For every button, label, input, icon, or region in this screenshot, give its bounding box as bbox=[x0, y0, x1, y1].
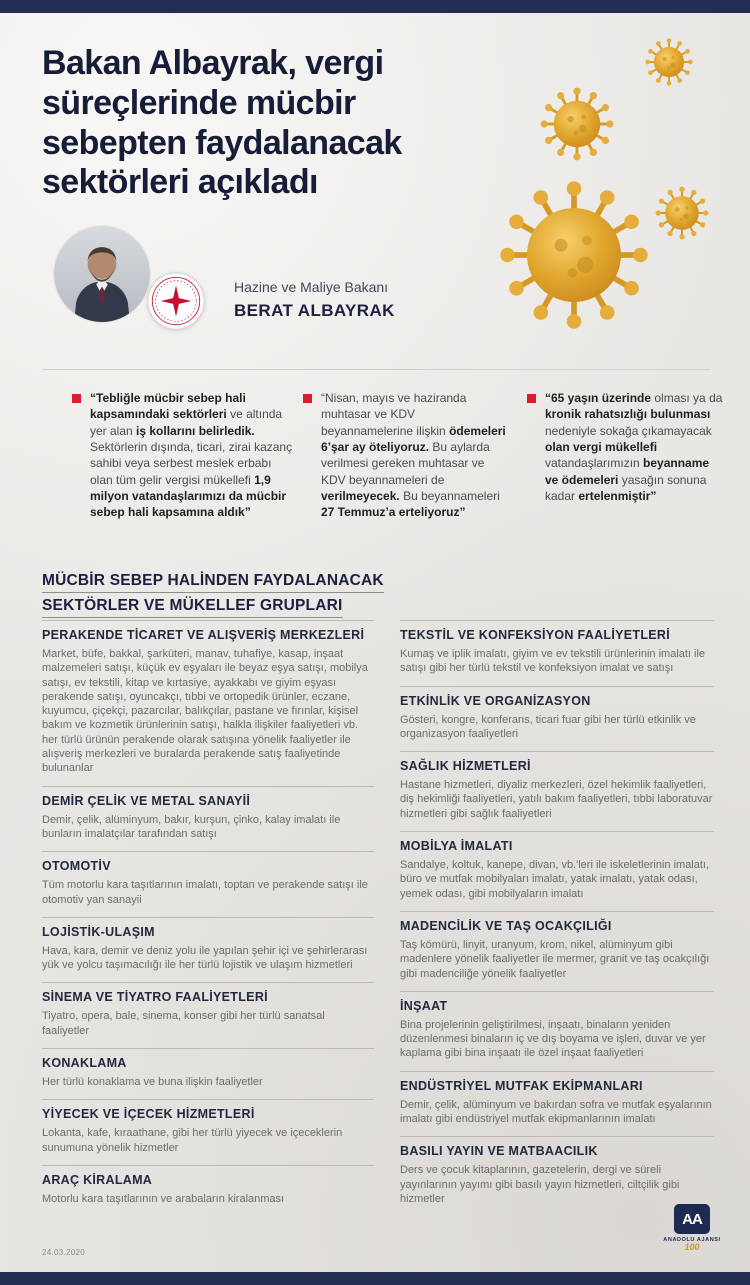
sector-title: LOJİSTİK-ULAŞIM bbox=[42, 924, 155, 939]
sector-body: Her türlü konaklama ve buna ilişkin faaliyetler bbox=[42, 1076, 263, 1089]
sector-title: İNŞAAT bbox=[400, 998, 448, 1013]
sector-body: Hava, kara, demir ve deniz yolu ile yapılan şehir içi ve şehirlerarası yük ve yolcu taşımacılığı ile her türlü lojistik ve ulaşım hizmetleri bbox=[42, 944, 368, 972]
sector-madencilik bbox=[400, 911, 714, 981]
sector-basili-yayin bbox=[400, 1136, 714, 1206]
quote-bullet-icon bbox=[72, 394, 81, 403]
sector-lojistik-ulasim bbox=[42, 917, 374, 973]
aa-logo-icon bbox=[674, 1204, 710, 1234]
sector-body: Hastane hizmetleri, diyaliz merkezleri, özel hekimlik faaliyetleri, diş hekimliği faaliyetleri, yatılı bakım faaliyetleri, tıbbi laboratuvar hizmetleri gibi sağlık faaliyetleri bbox=[400, 779, 713, 820]
sector-body: Market, büfe, bakkal, şarküteri, manav, tuhafiye, kasap, inşaat malzemeleri satışı, küçük ev eşyaları ile beyaz eşya satışı, mobilya satışı, ev tekstili, kitap ve kırtasiye, ayakkabı ve giyim eşyası perakende satışı, oyuncakçı, tıbbi ve ortopedik ürünler, eczane, kuyumcu, çiçekçi, pazarcılar, balıkçılar, pastane ve fırınlar, kişisel bakım ve kozmetik ürünlerinin satışı, halkla ilişkiler faaliyetleri vb. her türlü ürünün perakende olarak satışına yönelik faaliyetler ile alışveriş merkezleri ve buralarda perakende satış faaliyetinde bulunanlar bbox=[42, 648, 368, 775]
sector-body: Kumaş ve iplik imalatı, giyim ve ev tekstili ürünlerinin imalatı ile satışı gibi her türlü tekstil ve konfeksiyon imalat ve satışı bbox=[400, 648, 706, 675]
sector-insaat bbox=[400, 991, 714, 1061]
section-heading-line: MÜCBİR SEBEP HALİNDEN FAYDALANACAK bbox=[42, 572, 384, 593]
sector-title: SAĞLIK HİZMETLERİ bbox=[400, 759, 531, 774]
title-line: süreçlerinde mücbir bbox=[42, 83, 356, 122]
top-bar bbox=[0, 0, 750, 13]
sector-title: ARAÇ KİRALAMA bbox=[42, 1172, 153, 1187]
sector-endustriyel-mutfak bbox=[400, 1071, 714, 1127]
sector-body: Bina projelerinin geliştirilmesi, inşaatı, binaların yeniden düzenlenmesi binaların iç ve dış boyama ve işleri, duvar ve yer kaplama gibi bina inşaatı ile özel inşaat faaliyetleri bbox=[400, 1018, 706, 1060]
sector-body: Ders ve çocuk kitaplarının, gazetelerin, dergi ve süreli yayınlarının yayımı gibi basılı yayın hizmetleri, ciltçilik gibi hizmetler bbox=[400, 1164, 680, 1205]
section-heading-line: SEKTÖRLER VE MÜKELLEF GRUPLARI bbox=[42, 597, 343, 618]
sector-saglik-hizmetleri bbox=[400, 751, 714, 821]
sector-body: Gösteri, kongre, konferans, ticari fuar gibi her türlü etkinlik ve organizasyon faaliyetleri bbox=[400, 713, 696, 740]
sector-title: OTOMOTİV bbox=[42, 859, 111, 874]
sector-demir-celik bbox=[42, 786, 374, 842]
minister-name: BERAT ALBAYRAK bbox=[234, 301, 395, 320]
sector-body: Tüm motorlu kara taşıtlarının imalatı, toptan ve perakende satışı ile otomotiv yan sanayii bbox=[42, 879, 368, 906]
header-divider bbox=[42, 369, 710, 370]
sector-body: Lokanta, kafe, kıraathane, gibi her türlü yiyecek ve içeceklerin sunumuna yönelik hizmetler bbox=[42, 1127, 343, 1154]
sector-body: Tiyatro, opera, bale, sinema, konser gibi her türlü sanatsal faaliyetler bbox=[42, 1010, 325, 1037]
sector-konaklama bbox=[42, 1048, 374, 1089]
quote-text: “Tebliğle mücbir sebep hali kapsamındaki sektörleri ve altında yer alan iş kollarını belirledik. Sektörlerin dışında, ticari, zirai kazanç sahibi veya serbest meslek erbabı olan tüm gelir vergisi mükellefi 1,9 milyon vatandaşlarımızı da mücbir sebep hali kapsamına aldık” bbox=[90, 391, 293, 520]
quote-3 bbox=[527, 390, 725, 504]
sector-otomotiv bbox=[42, 851, 374, 907]
sector-column-right bbox=[400, 620, 714, 1216]
sector-title: KONAKLAMA bbox=[42, 1056, 127, 1071]
sector-sinema-tiyatro bbox=[42, 982, 374, 1038]
publish-date: 24.03.2020 bbox=[42, 1248, 86, 1257]
sector-tekstil-konfeksiyon bbox=[400, 620, 714, 676]
sector-etkinlik-organizasyon bbox=[400, 686, 714, 742]
quote-text: “Nisan, mayıs ve haziranda muhtasar ve KDV beyannamelerine ilişkin ödemeleri 6’şar ay öteliyoruz. Bu aylarda verilmesi gereken muhtasar ve KDV beyannameleri de verilmeyecek. Bu beyannameleri 27 Temmuz’a erteliyoruz” bbox=[321, 391, 506, 520]
sector-perakende-ticaret bbox=[42, 620, 374, 776]
quote-1 bbox=[72, 390, 296, 521]
sector-title: ENDÜSTRİYEL MUTFAK EKİPMANLARI bbox=[400, 1078, 643, 1093]
sector-title: SİNEMA VE TİYATRO FAALİYETLERİ bbox=[42, 990, 268, 1005]
title-line: sebepten faydalanacak bbox=[42, 123, 402, 162]
minister-photo bbox=[54, 226, 150, 322]
sector-body: Taş kömürü, linyit, uranyum, krom, nikel, alüminyum gibi madenlere yönelik faaliyetler ile mermer, granit ve taş ocakçılığı gibi madenciliğe yönelik faaliyetler bbox=[400, 938, 710, 980]
anniversary-mark: 100 bbox=[684, 1242, 700, 1252]
title-line: Bakan Albayrak, vergi bbox=[42, 44, 384, 82]
sector-mobilya-imalati bbox=[400, 831, 714, 901]
agency-name: ANADOLU AJANSI bbox=[663, 1237, 721, 1243]
sector-arac-kiralama bbox=[42, 1165, 374, 1206]
sector-body: Demir, çelik, alüminyum, bakır, kurşun, çinko, kalay imalatı ile bunların imalatçılar tarafından satışı bbox=[42, 813, 341, 840]
page-title bbox=[42, 44, 402, 203]
sector-title: YİYECEK VE İÇECEK HİZMETLERİ bbox=[42, 1107, 255, 1122]
agency-logo bbox=[656, 1204, 728, 1252]
coronavirus-icon bbox=[445, 26, 735, 356]
sector-column-left bbox=[42, 620, 374, 1216]
section-heading bbox=[42, 572, 384, 622]
minister-caption bbox=[234, 279, 395, 321]
sector-title: MADENCİLİK VE TAŞ OCAKÇILIĞI bbox=[400, 918, 612, 933]
bottom-bar bbox=[0, 1272, 750, 1285]
sector-body: Sandalye, koltuk, kanepe, divan, vb.'leri ile iskeletlerinin imalatı, büro ve mutfak mobilyaları imalatı, yatak imalatı, yatak odası, yemek odası, gibi mobilyaların imalatı bbox=[400, 859, 710, 900]
quote-bullet-icon bbox=[303, 394, 312, 403]
quote-bullet-icon bbox=[527, 394, 536, 403]
sector-title: ETKİNLİK VE ORGANİZASYON bbox=[400, 693, 591, 708]
sector-body: Demir, çelik, alüminyum ve bakırdan sofra ve mutfak eşyalarının imalatı gibi endüstriyel mutfak ekipmanlarının imalatı bbox=[400, 1098, 712, 1126]
quote-text: “65 yaşın üzerinde olması ya da kronik rahatsızlığı bulunması nedeniyle sokağa çıkamayacak olan vergi mükellefi vatandaşlarımızın beyanname ve ödemeleri yasağın sonuna kadar ertelenmiştir” bbox=[545, 391, 723, 503]
sector-title: DEMİR ÇELİK VE METAL SANAYİİ bbox=[42, 793, 251, 808]
quote-2 bbox=[303, 390, 507, 521]
sector-title: MOBİLYA İMALATI bbox=[400, 839, 513, 854]
aa-monogram: AA bbox=[682, 1210, 702, 1228]
ministry-emblem-icon bbox=[147, 272, 205, 330]
sector-body: Motorlu kara taşıtlarının ve arabaların kiralanması bbox=[42, 1192, 285, 1205]
sector-yiyecek-icecek bbox=[42, 1099, 374, 1155]
sector-title: PERAKENDE TİCARET VE ALIŞVERİŞ MERKEZLERİ bbox=[42, 628, 365, 642]
title-line: sektörleri açıkladı bbox=[42, 163, 318, 202]
minister-role: Hazine ve Maliye Bakanı bbox=[234, 279, 389, 295]
sector-title: TEKSTİL VE KONFEKSİYON FAALİYETLERİ bbox=[400, 628, 671, 642]
sector-title: BASILI YAYIN VE MATBAACILIK bbox=[400, 1144, 598, 1159]
